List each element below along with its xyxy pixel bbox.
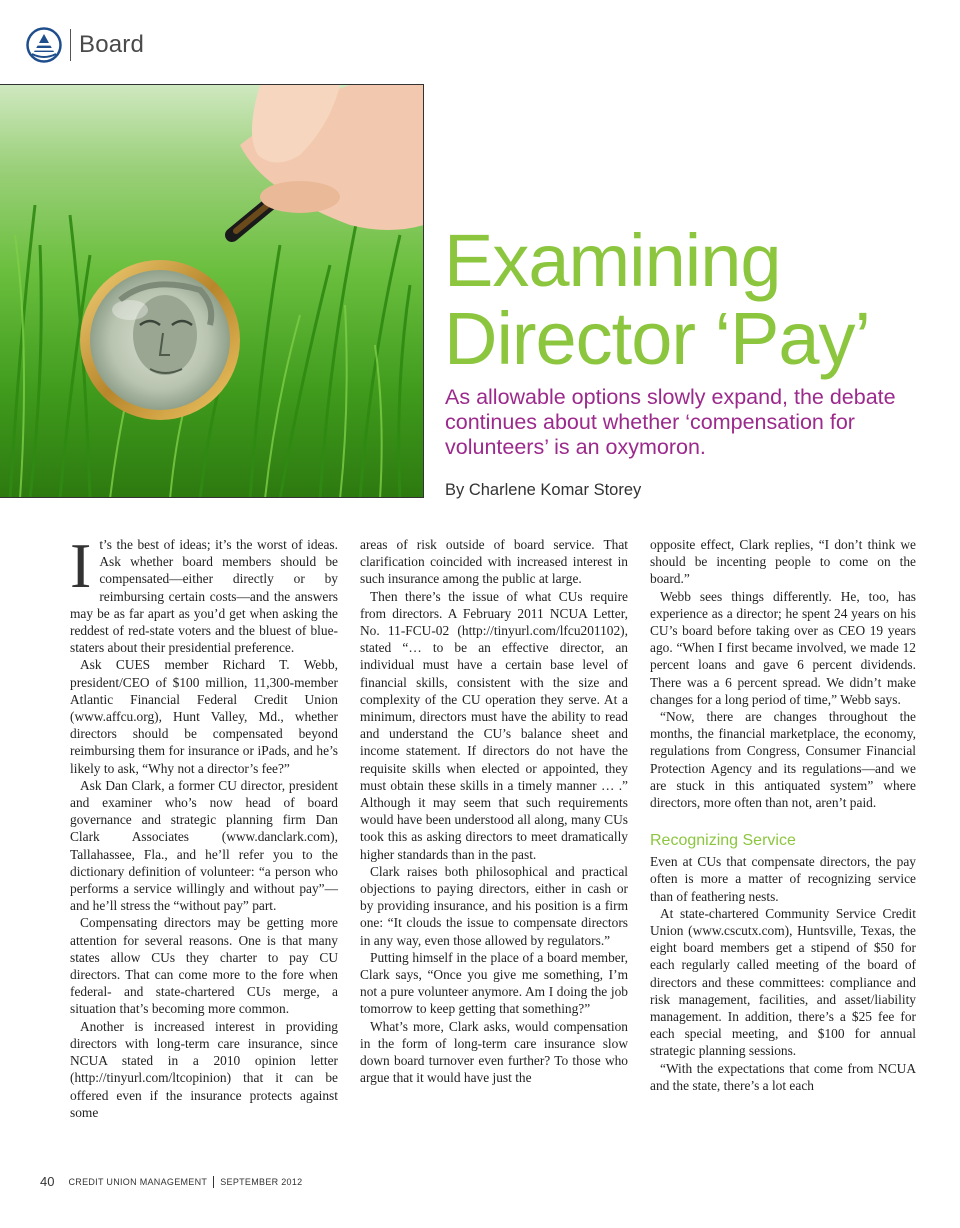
paragraph: “With the expectations that come from NCUA and the state, there’s a lot each	[650, 1060, 916, 1093]
paragraph: Ask Dan Clark, a former CU director, president and examiner who’s now head of board governance and strategic planning firm Dan Clark Associates (www.danclark.com), Tallahassee, Fla., and he’ll refer you to the dictionary definition of volunteer: “a person who performs a service willingly and without pay”—and he’ll stress the “without pay” part.	[70, 777, 338, 914]
article-column-2	[360, 536, 628, 1087]
title-line-2: Director ‘Pay’	[444, 297, 870, 380]
subhead: Recognizing Service	[650, 832, 796, 850]
paragraph: Webb sees things differently. He, too, has experience as a director; he spent 24 years on his CU’s board before taking over as CEO 19 years ago. “When I first became involved, we made 12 percent loans and gave 6 percent dividends. There was a 6 percent spread. We didn’t make changes for a long period of time,” Webb says.	[650, 588, 916, 707]
paragraph: Compensating directors may be getting more attention for several reasons. One is that many states allow CUs they charter to pay CU directors. That can come more to the fore when federal- and state-chartered CUs merge, a situation that’s becoming more common.	[70, 915, 338, 1017]
paragraph: Then there’s the issue of what CUs require from directors. A February 2011 NCUA Letter, No. 11-FCU-02 (http://tinyurl.com/lfcu201102), stated “… to be an effective director, an individual must have a certain base level of financial skills, consistent with the size and complexity of the CU operation they serve. At a minimum, directors must have the ability to read and understand the CU’s balance sheet and income statement. If directors do not have the requisite skills when elected or appointed, they must obtain these skills in a timely manner … .” Although it may seem that such requirements would have been understood all along, many CUs took this as asking directors to meet dramatically higher standards than in the past.	[360, 588, 628, 862]
paragraph: At state-chartered Community Service Credit Union (www.cscutx.com), Huntsville, Texas, the eight board members get a stipend of $50 for each regularly called meeting of the board of directors and these committees: compliance and risk management, facilities, and asset/liability management. In addition, there’s a $25 fee for each special meeting, and $100 for annual strategic planning sessions.	[650, 905, 916, 1059]
article-column-1	[70, 530, 338, 1121]
magnifying-glass-over-grass-photo	[0, 84, 424, 498]
title-line-1: Examining	[444, 219, 781, 302]
paragraph: Even at CUs that compensate directors, the pay often is more a matter of recognizing service than of feathering nests.	[650, 854, 916, 904]
paragraph: areas of risk outside of board service. That clarification coincided with increased interest in such insurance among the public at large.	[360, 537, 628, 587]
drop-cap: I	[70, 530, 92, 601]
byline: By Charlene Komar Storey	[445, 481, 642, 499]
paragraph: “Now, there are changes throughout the months, the financial marketplace, the economy, regulations from Congress, Consumer Financial Protection Agency and its regulations—and we are stuck in this antiquated system” where directors, more often than not, aren’t paid.	[650, 709, 916, 811]
page-footer	[40, 1174, 302, 1189]
paragraph: It’s the best of ideas; it’s the worst of ideas. Ask whether board members should be compensated—either directly or by reimbursing certain costs—and the answers may be as far apart as you’d get when asking the reddest of red-state voters and the bluest of blue-staters about their presidential preference.	[70, 530, 338, 656]
paragraph: Clark raises both philosophical and practical objections to paying directors, either in cash or by providing insurance, and his position is a firm one: “It clouds the issue to compensate directors in any way, even those allowed by regulators.”	[360, 863, 628, 948]
article-title	[444, 219, 944, 380]
paragraph: opposite effect, Clark replies, “I don’t think we should be incenting people to come on the board.”	[650, 537, 916, 587]
section-label: Board	[79, 31, 145, 58]
article-dek: As allowable options slowly expand, the debate continues about whether ‘compensation for volunteers’ is an oxymoron.	[445, 385, 896, 459]
footer-divider	[213, 1176, 214, 1188]
article-column-3	[650, 536, 916, 1094]
paragraph: Another is increased interest in providing directors with long-term care insurance, since NCUA stated in a 2010 opinion letter (http://tinyurl.com/ltcopinion) that it can be offered even if the insurance protects against some	[70, 1018, 338, 1120]
header-divider	[70, 29, 71, 61]
issue-date: SEPTEMBER 2012	[220, 1176, 303, 1187]
paragraph: Ask CUES member Richard T. Webb, president/CEO of $100 million, 11,300-member Atlantic Financial Federal Credit Union (www.affcu.org), Hunt Valley, Md., whether directors should be compensated beyond reimbursing them for insurance or iPads, and he’s likely to ask, “Why not a director’s fee?”	[70, 657, 338, 776]
page-number: 40	[40, 1174, 55, 1189]
page-header	[26, 26, 144, 64]
paragraph: What’s more, Clark asks, would compensation in the form of long-term care insurance slow down board turnover even further? To those who argue that it would have just the	[360, 1018, 628, 1086]
cues-logo-icon	[26, 27, 62, 63]
publication-name: CREDIT UNION MANAGEMENT	[68, 1176, 208, 1187]
paragraph: Putting himself in the place of a board member, Clark says, “Once you give me something, I’m not a pure volunteer anymore. Am I doing the job tomorrow to keep getting that something?”	[360, 949, 628, 1017]
